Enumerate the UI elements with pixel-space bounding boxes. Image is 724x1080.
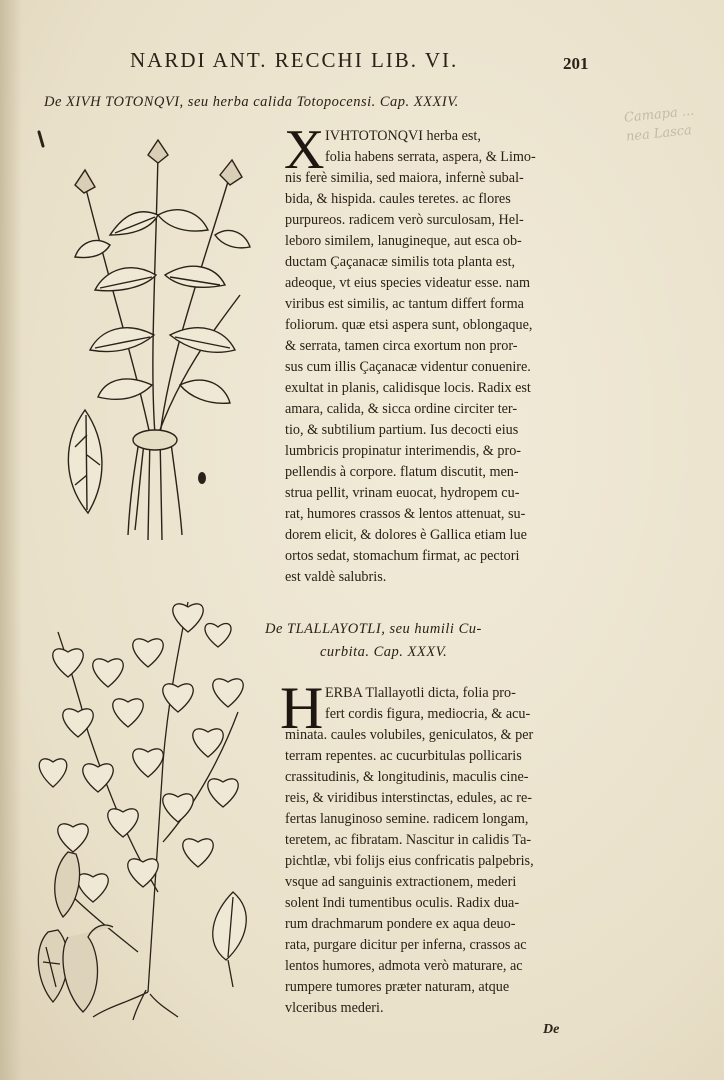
- text-line: solent Indi tumentibus oculis. Radix dua-: [285, 895, 520, 911]
- chapter-heading-xxxiv: De XIVH TOTONQVI, seu herba calida Totopocensi. Cap. XXXIV.: [44, 94, 459, 110]
- page-gutter-shadow: [0, 0, 22, 1080]
- text-line: leboro similem, lanugineque, aut esca ob-: [285, 233, 522, 249]
- text-line: crassitudinis, & longitudinis, maculis cine-: [285, 769, 529, 785]
- dropcap-h: H: [280, 675, 324, 741]
- text-line: lentos humores, admota verò maturare, ac: [285, 958, 523, 974]
- text-line: pellendis à corpore. flatum discutit, men-: [285, 464, 519, 480]
- woodcut-xiuhtotonqui-plant: [40, 135, 255, 550]
- catchword: De: [543, 1022, 560, 1037]
- text-line: adeoque, vt eius species videatur esse. nam: [285, 275, 531, 291]
- text-line: vlceribus mederi.: [285, 1000, 384, 1016]
- text-line: amara, calida, & sicca ordine circiter ter-: [285, 401, 518, 417]
- text-line: sus cum illis Çaçanacæ videntur conuenire.: [285, 359, 531, 375]
- text-line: rata, purgare dicitur per inferna, crassos ac: [285, 937, 527, 953]
- chapter-xxxiv-text: [285, 126, 595, 588]
- text-line: ductam Çaçanacæ similis tota planta est,: [285, 254, 516, 270]
- handwritten-marginal-note: Camapa ... nea Lasca: [623, 103, 695, 145]
- text-line: rumpere tumores præter naturam, atque: [285, 979, 510, 995]
- text-line: rum drachmarum pondere ex aqua deuo-: [285, 916, 516, 932]
- chapter-heading-xxxv-line1: De TLALLAYOTLI, seu humili Cu-: [265, 621, 482, 637]
- text-line: ERBA Tlallayotli dicta, folia pro-: [325, 685, 516, 701]
- text-line: fert cordis figura, mediocria, & acu-: [325, 706, 531, 722]
- text-line: & serrata, tamen circa exortum non pror-: [285, 338, 518, 354]
- text-line: est valdè salubris.: [285, 569, 387, 585]
- text-line: foliorum. quæ etsi aspera sunt, oblongaque,: [285, 317, 533, 333]
- text-line: vsque ad sanguinis extractionem, mederi: [285, 874, 517, 890]
- chapter-heading-xxxv: [265, 618, 595, 664]
- text-line: nis ferè similia, sed maiora, infernè subal-: [285, 170, 524, 186]
- text-line: fertas lanuginoso semine. radicem longam,: [285, 811, 529, 827]
- text-line: minata. caules volubiles, geniculatos, & per: [285, 727, 534, 743]
- text-line: lumbricis propinatur interimendis, & pro-: [285, 443, 522, 459]
- text-line: exultat in planis, calidisque locis. Radix est: [285, 380, 531, 396]
- text-line: purpureos. radicem verò surculosam, Hel-: [285, 212, 524, 228]
- text-line: dorem elicit, & dolores è Gallica etiam lue: [285, 527, 527, 543]
- page-number: 201: [563, 54, 589, 73]
- text-line: IVHTOTONQVI herba est,: [325, 128, 481, 144]
- text-line: reis, & viridibus interstinctas, edules, ac re-: [285, 790, 533, 806]
- text-line: rat, humores crassos & lentos attenuat, su-: [285, 506, 526, 522]
- text-line: strua pellit, vrinam euocat, hydropem cu-: [285, 485, 520, 501]
- dropcap-x: X: [284, 119, 325, 181]
- chapter-xxxv-text: [285, 683, 595, 1019]
- chapter-heading-xxxv-line2: curbita. Cap. XXXV.: [320, 644, 448, 660]
- text-line: tio, & subtilium partium. Ius decocti eius: [285, 422, 519, 438]
- text-line: teretem, ac fibratam. Nascitur in calidis Ta-: [285, 832, 532, 848]
- woodcut-tlallayotli-plant: [28, 592, 268, 1022]
- text-line: pichtlæ, vbi folijs eius confricatis palpebris,: [285, 853, 534, 869]
- text-line: folia habens serrata, aspera, & Limo-: [325, 149, 536, 165]
- running-head: NARDI ANT. RECCHI LIB. VI.: [130, 48, 459, 72]
- text-line: terram repentes. ac cucurbitulas pollicaris: [285, 748, 522, 764]
- text-line: bida, & hispida. caules teretes. ac flores: [285, 191, 511, 207]
- text-line: ortos sedat, stomachum firmat, ac pectori: [285, 548, 520, 564]
- text-line: viribus est similis, ac tantum differt forma: [285, 296, 524, 312]
